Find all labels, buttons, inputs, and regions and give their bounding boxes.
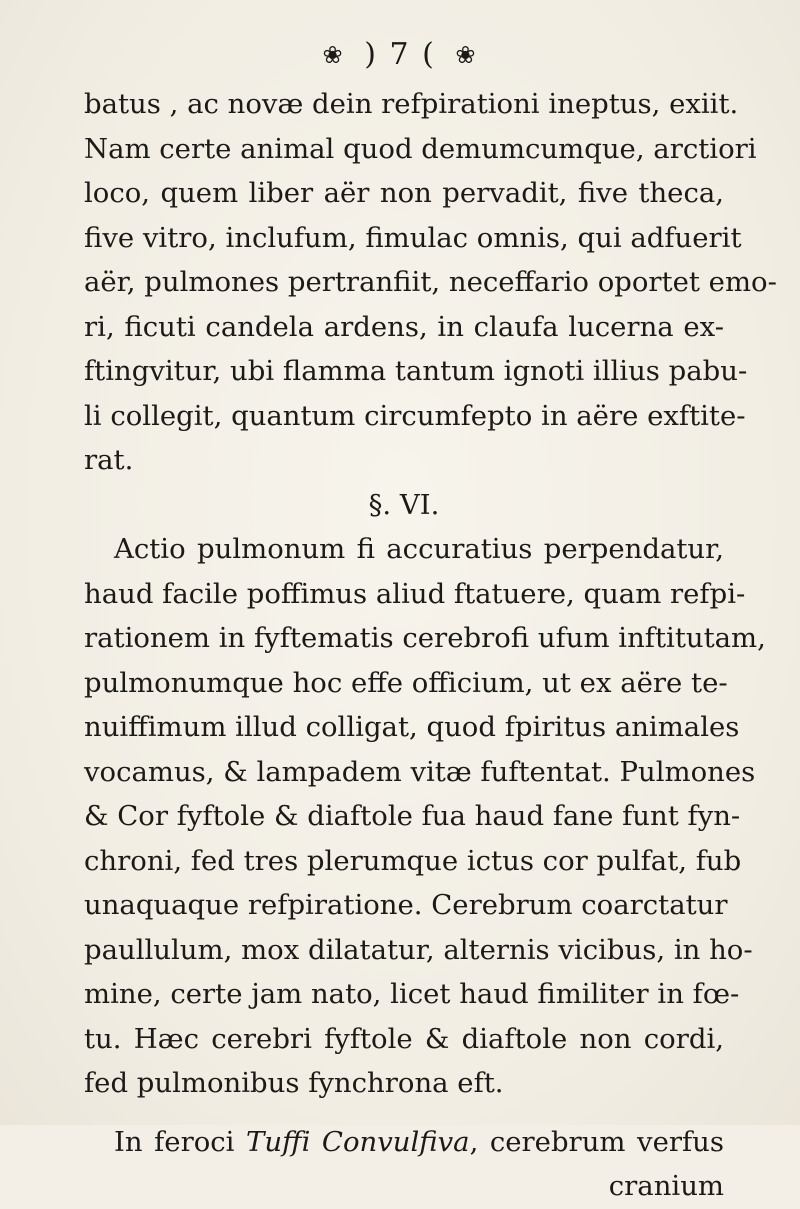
text-line: fed pulmonibus fynchrona eft. bbox=[84, 1067, 504, 1099]
page-header bbox=[0, 36, 800, 73]
text-line: ftingvitur, ubi flamma tantum ignoti illius pabu- bbox=[84, 355, 748, 387]
text-line: loco, quem liber aër non pervadit, five theca, bbox=[84, 177, 724, 209]
text-line: haud facile poffimus aliud ftatuere, quam refpi- bbox=[84, 577, 746, 610]
italic-term: Tuffi Convulfiva bbox=[246, 1125, 470, 1158]
text-line: paullulum, mox dilatatur, alternis vicibus, in ho- bbox=[84, 933, 753, 966]
text-fragment: In feroci bbox=[114, 1125, 235, 1158]
text-line: unaquaque refpiratione. Cerebrum coarctatur bbox=[84, 889, 728, 921]
text-line: & Cor fyftole & diaftole fua haud fane funt fyn- bbox=[84, 800, 741, 832]
text-line: five vitro, inclufum, fimulac omnis, qui adfuerit bbox=[84, 221, 742, 254]
body-text bbox=[84, 82, 777, 1209]
text-line: li collegit, quantum circumfepto in aëre exftite- bbox=[84, 399, 746, 432]
text-line: rat. bbox=[84, 444, 134, 476]
text-line: batus , ac novæ dein refpirationi ineptus, exiit. bbox=[84, 88, 739, 120]
text-line: Nam certe animal quod demumcumque, arctiori bbox=[84, 132, 757, 165]
text-line: ri, ficuti candela ardens, in claufa lucerna ex- bbox=[84, 310, 724, 343]
section-heading: §. VI. bbox=[368, 488, 440, 521]
text-line: pulmonumque hoc effe officium, ut ex aëre te- bbox=[84, 666, 728, 699]
page-number: ) 7 ( bbox=[364, 37, 436, 72]
text-line: tu. Hæc cerebri fyftole & diaftole non cordi, bbox=[84, 1022, 724, 1055]
fleuron-left-icon: ❀ bbox=[322, 41, 345, 69]
text-line: rationem in fyftematis cerebrofi ufum inftitutam, bbox=[84, 622, 766, 654]
text-line: Actio pulmonum fi accuratius perpendatur, bbox=[114, 533, 724, 565]
text-line: chroni, fed tres plerumque ictus cor pulfat, fub bbox=[84, 844, 742, 877]
text-line: nuiffimum illud colligat, quod fpiritus animales bbox=[84, 711, 740, 743]
text-line: aër, pulmones pertranfiit, neceffario oportet emo- bbox=[84, 266, 777, 298]
paragraph-gap bbox=[84, 1106, 724, 1120]
catchword: cranium bbox=[608, 1170, 724, 1202]
text-line: vocamus, & lampadem vitæ fuftentat. Pulmones bbox=[84, 755, 756, 788]
text-line: mine, certe jam nato, licet haud fimiliter in fœ- bbox=[84, 978, 740, 1010]
fleuron-right-icon: ❀ bbox=[455, 41, 478, 69]
text-line bbox=[84, 1120, 724, 1165]
text-fragment: , cerebrum verfus bbox=[469, 1125, 724, 1158]
